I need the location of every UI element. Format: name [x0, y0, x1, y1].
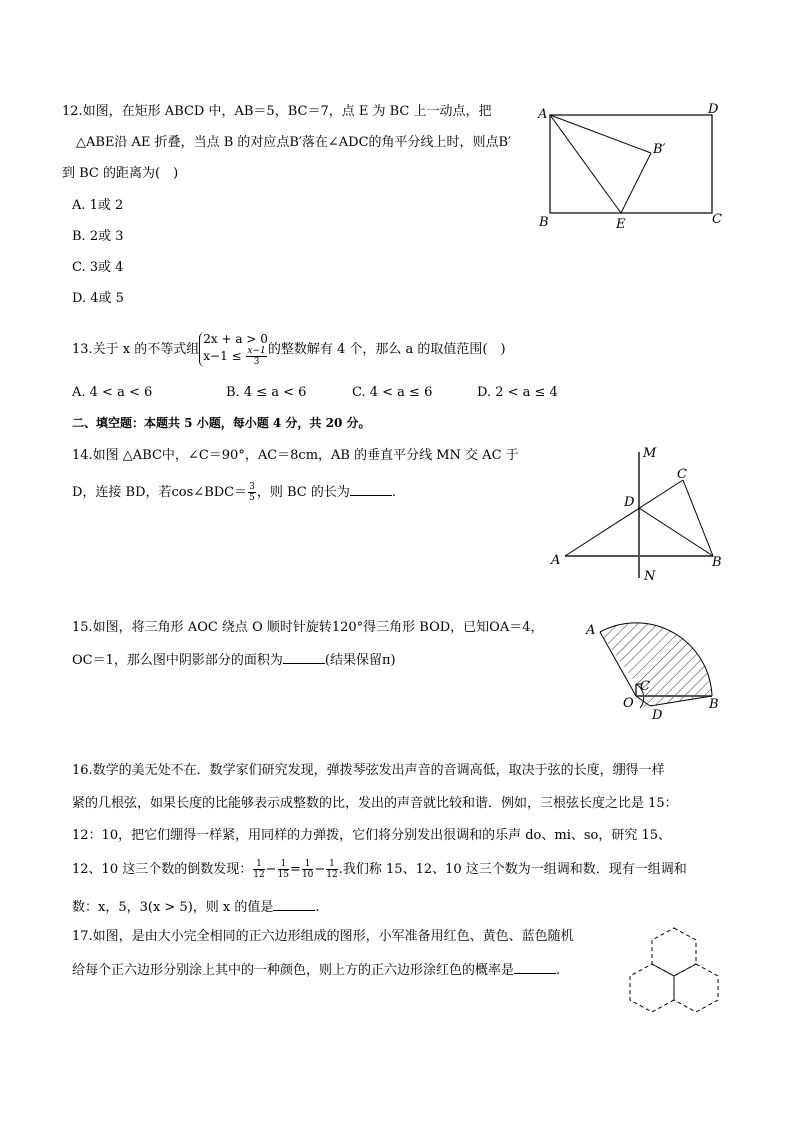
- svg-text:B′: B′: [653, 142, 666, 157]
- inequality-system: 2x + a > 0 x−1 ≤ $\frac{x-1}{3}$: [199, 332, 268, 367]
- svg-text:O: O: [623, 696, 634, 711]
- q13-stem: 13.关于 x 的不等式组 2x + a > 0 x−1 ≤ $\frac{x-1}{3}$ 的整数解有 4 个，那么 a 的取值范围( ): [72, 332, 506, 367]
- svg-text:D: D: [708, 102, 719, 117]
- q13-option-a: A. 4 < a < 6: [72, 385, 153, 400]
- svg-text:N: N: [644, 569, 656, 584]
- q17-hexagon-figure: [620, 920, 730, 1020]
- svg-text:D: D: [624, 495, 635, 510]
- svg-text:B: B: [709, 697, 719, 712]
- answer-blank[interactable]: [273, 898, 315, 911]
- q15-sector-figure: [580, 612, 730, 722]
- q15-line2: OC＝1，那么图中阴影部分的面积为 (结果保留π): [72, 653, 396, 668]
- svg-text:M: M: [643, 446, 657, 461]
- q12-line1: 12.如图，在矩形 ABCD 中，AB＝5，BC＝7，点 E 为 BC 上一动点，把: [62, 104, 492, 119]
- q14-line1: 14.如图 △ABC中，∠C＝90°，AC＝8cm，AB 的垂直平分线 MN 交 AC 于: [72, 448, 519, 463]
- q17-line2: 给每个正六边形分别涂上其中的一种颜色，则上方的正六边形涂红色的概率是 .: [72, 963, 561, 978]
- label-A: A: [538, 107, 548, 122]
- q12-line2: △ABE沿 AE 折叠，当点 B 的对应点B′落在∠ADC的角平分线上时，则点B′: [76, 135, 512, 150]
- q16-line2: 紧的几根弦，如果长度的比能够表示成整数的比，发出的声音就比较和谐．例如，三根弦长度之比是 15：: [72, 796, 678, 811]
- svg-text:C: C: [712, 212, 722, 227]
- q14-line2: D，连接 BD，若cos∠BDC＝ $\frac{3}{5}$ ，则 BC 的长为 .: [72, 482, 397, 503]
- svg-text:D: D: [652, 708, 663, 722]
- q12-rectangle-figure: [535, 98, 735, 233]
- q17-line1: 17.如图，是由大小完全相同的正六边形组成的图形，小军准备用红色、黄色、蓝色随机: [72, 929, 574, 944]
- q16-line4: 12、10 这三个数的倒数发现： $\frac{1}{12}$ − $\frac{1}{15}$ = $\frac{1}{10}$ − $\frac{1}{12}$ .我们称 15、12、10 这三个数为一组调和数．现有一组调和: [72, 859, 687, 880]
- q16-line3: 12：10，把它们绷得一样紧，用同样的力弹拨，它们将分别发出很调和的乐声 do、mi、so，研究 15、: [72, 828, 672, 843]
- svg-text:A: A: [551, 553, 561, 568]
- q14-triangle-figure: [545, 442, 735, 587]
- q16-line5: 数：x，5，3(x > 5)，则 x 的值是 .: [72, 900, 320, 915]
- q13-option-b: B. 4 ≤ a < 6: [226, 385, 307, 400]
- svg-text:C: C: [677, 467, 687, 482]
- answer-blank[interactable]: [350, 483, 392, 496]
- q12-option-c: C. 3或 4: [72, 260, 124, 275]
- svg-text:E: E: [616, 217, 626, 232]
- q12-line3: 到 BC 的距离为( ): [62, 166, 179, 181]
- svg-text:C: C: [640, 679, 650, 694]
- q13-option-c: C. 4 < a ≤ 6: [352, 385, 433, 400]
- svg-text:A: A: [586, 623, 596, 638]
- q16-line1: 16.数学的美无处不在．数学家们研究发现，弹拨琴弦发出声音的音调高低，取决于弦的长度，绷得一样: [72, 763, 665, 778]
- svg-text:B: B: [539, 215, 549, 230]
- answer-blank[interactable]: [514, 961, 556, 974]
- answer-blank[interactable]: [283, 651, 325, 664]
- section-title: 二、填空题：本题共 5 小题，每小题 4 分，共 20 分。: [72, 416, 371, 430]
- q12-option-a: A. 1或 2: [72, 198, 124, 213]
- q13-option-d: D. 2 < a ≤ 4: [477, 385, 558, 400]
- q12-option-d: D. 4或 5: [72, 291, 124, 306]
- q12-option-b: B. 2或 3: [72, 229, 124, 244]
- q15-line1: 15.如图，将三角形 AOC 绕点 O 顺时针旋转120°得三角形 BOD，已知OA＝4，: [72, 620, 544, 635]
- svg-text:B: B: [712, 555, 722, 570]
